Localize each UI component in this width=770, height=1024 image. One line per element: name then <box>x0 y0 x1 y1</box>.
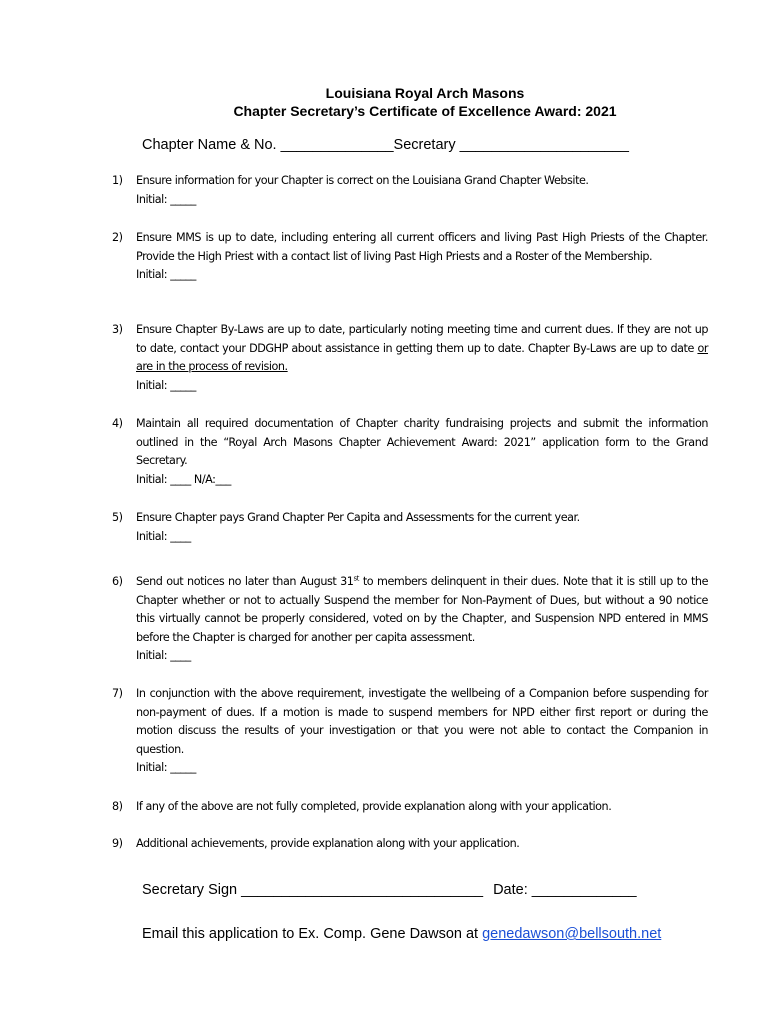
secretary-label: Secretary <box>393 137 460 153</box>
item-number: 1) <box>112 174 123 187</box>
item-text-continued: to members delinquent in their dues. Note that it is still up to the Chapter whether or not to actually Suspend the member for Non-Payment of Dues, but without a 90 notice this virtually cannot be properly considered, voted on by the Chapter, and Suspension NPD entered in MMS before the Chapter is charged for another per capita assessment. <box>136 575 708 644</box>
date-blank[interactable]: _____________ <box>531 882 637 898</box>
item-number: 8) <box>112 800 123 813</box>
title-block <box>0 84 770 120</box>
item-text: Additional achievements, provide explanation along with your application. <box>136 837 520 850</box>
item-number: 6) <box>112 575 123 588</box>
list-item-2 <box>112 229 708 285</box>
item-number: 2) <box>112 231 123 244</box>
initial-na-field[interactable]: Initial: ____ N/A:___ <box>136 472 231 486</box>
initial-field[interactable]: Initial: ____ <box>136 649 191 662</box>
item-number: 5) <box>112 511 123 524</box>
item-text: Ensure Chapter pays Grand Chapter Per Capita and Assessments for the current year. <box>136 511 580 524</box>
chapter-line <box>142 137 629 153</box>
secretary-sign-label: Secretary Sign <box>142 882 242 898</box>
list-item-8 <box>112 798 708 817</box>
initial-field[interactable]: Initial: _____ <box>136 192 196 206</box>
item-text-underlined: or are in the process of revision. <box>136 341 708 373</box>
secretary-blank[interactable]: _____________________ <box>459 137 629 153</box>
secretary-sign-blank[interactable]: ______________________________ <box>241 882 484 898</box>
initial-field[interactable]: Initial: _____ <box>136 268 196 281</box>
item-number: 3) <box>112 323 123 336</box>
item-number: 9) <box>112 837 123 850</box>
item-text: If any of the above are not fully completed, provide explanation along with your application. <box>136 800 612 813</box>
document-title: Louisiana Royal Arch Masons <box>325 85 525 101</box>
superscript: st <box>353 574 359 583</box>
email-prefix: Email this application to Ex. Comp. Gene Dawson at <box>142 926 483 942</box>
item-text: Send out notices no later than August 31 <box>136 575 354 588</box>
item-text: Ensure information for your Chapter is correct on the Louisiana Grand Chapter Website. <box>136 174 589 187</box>
initial-field[interactable]: Initial: _____ <box>136 378 196 392</box>
item-number: 4) <box>112 417 123 430</box>
list-item-6 <box>112 573 708 666</box>
list-item-1 <box>112 172 708 209</box>
document-subtitle: Chapter Secretary’s Certificate of Excellence Award: 2021 <box>233 103 617 119</box>
item-text: Ensure MMS is up to date, including entering all current officers and living Past High Priests of the Chapter. Provide the High Priest with a contact list of living Past High Priests and a Roster of the Membership. <box>136 231 708 263</box>
list-item-9 <box>112 835 708 854</box>
email-line <box>142 926 661 942</box>
initial-field[interactable]: Initial: ____ <box>136 529 191 543</box>
list-item-3 <box>112 321 708 395</box>
signature-line <box>142 882 637 898</box>
list-item-4 <box>112 415 708 489</box>
item-text: In conjunction with the above requirement, investigate the wellbeing of a Companion before suspending for non-payment of dues. If a motion is made to suspend members for NPD either first report or during the motion discuss the results of your investigation or that you were not able to contact the Companion in question. <box>136 687 708 756</box>
date-label: Date: <box>493 882 532 898</box>
list-item-5 <box>112 509 708 546</box>
item-number: 7) <box>112 687 123 700</box>
chapter-name-label: Chapter Name & No. <box>142 137 281 153</box>
initial-field[interactable]: Initial: _____ <box>136 761 196 774</box>
item-text: Maintain all required documentation of Chapter charity fundraising projects and submit the information outlined in the “Royal Arch Masons Chapter Achievement Award: 2021” application form to the Grand Secretary. <box>136 417 708 467</box>
list-item-7 <box>112 685 708 778</box>
chapter-name-blank[interactable]: ______________ <box>280 137 394 153</box>
email-link[interactable]: genedawson@bellsouth.net <box>482 926 662 942</box>
item-text: Ensure Chapter By-Laws are up to date, particularly noting meeting time and current dues. If they are not up to date, contact your DDGHP about assistance in getting them up to date. Chapter By-Laws are up to date <box>136 323 708 355</box>
